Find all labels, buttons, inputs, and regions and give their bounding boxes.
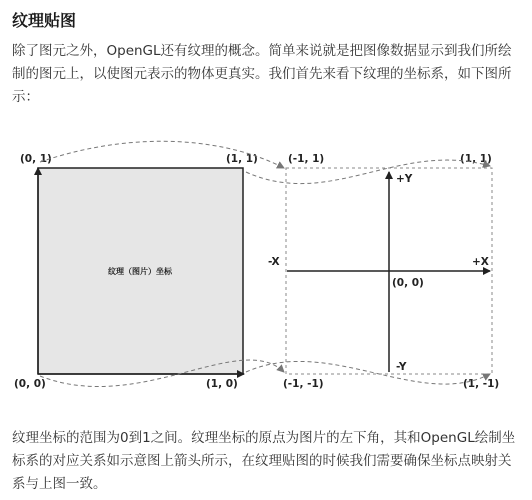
corner-label-tl: (0, 1) [20, 153, 52, 165]
intro-paragraph: 除了图元之外，OpenGL还有纹理的概念。简单来说就是把图像数据显示到我们所绘制的图元上，以使图元表示的物体更真实。我们首先来看下纹理的坐标系，如下图所示： [12, 43, 512, 105]
axis-pos-x-label: +X [472, 256, 489, 268]
texture-box-caption: 纹理（图片）坐标 [108, 267, 172, 276]
origin-label: (0, 0) [392, 277, 424, 289]
section-heading: 纹理贴图 [12, 11, 77, 30]
ndc-corner-bl: (-1, -1) [283, 378, 324, 390]
map-arrow-tr [246, 160, 490, 184]
texture-coordinate-figure [0, 140, 532, 400]
axis-neg-x-label: -X [268, 256, 280, 268]
corner-label-br: (1, 0) [206, 378, 238, 390]
ndc-corner-tl: (-1, 1) [288, 153, 325, 165]
corner-label-tr: (1, 1) [226, 153, 258, 165]
ndc-corner-br: (1, -1) [463, 378, 500, 390]
outro-paragraph: 纹理坐标的范围为0到1之间。纹理坐标的原点为图片的左下角，其和OpenGL绘制坐标系的对应关系如示意图上箭头所示，在纹理贴图的时候我们需要确保坐标点映射关系与上图一致。 [12, 430, 516, 492]
figure-svg [0, 140, 532, 400]
axis-neg-y-label: -Y [396, 361, 407, 373]
axis-pos-y-label: +Y [396, 173, 413, 185]
corner-label-bl: (0, 0) [14, 378, 46, 390]
ndc-corner-tr: (1, 1) [460, 153, 492, 165]
